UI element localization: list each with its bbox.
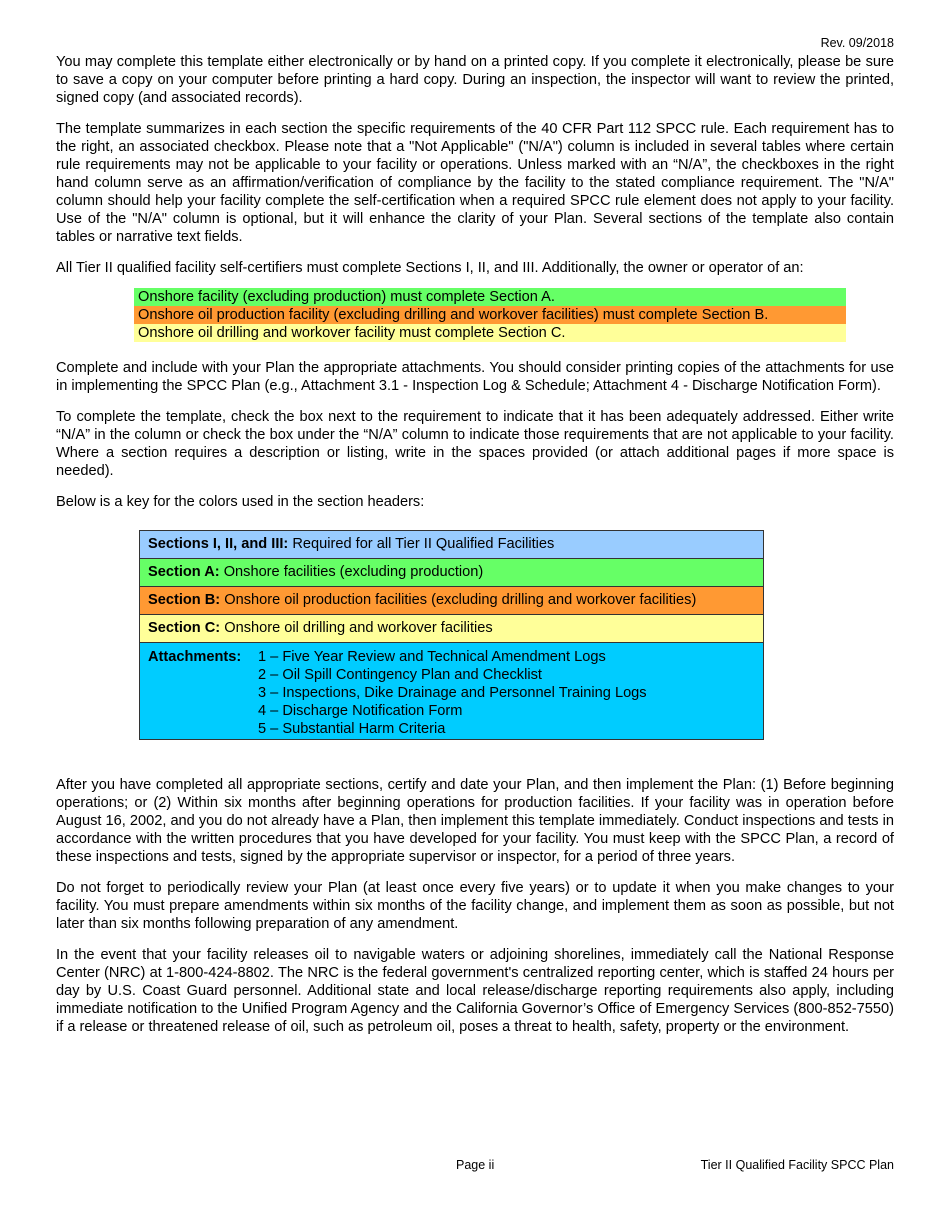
highlight-section-a: Onshore facility (excluding production) must complete Section A. xyxy=(134,288,846,306)
highlight-section-c: Onshore oil drilling and workover facility must complete Section C. xyxy=(134,324,846,342)
key-text: Onshore facilities (excluding production) xyxy=(223,564,484,580)
intro-paragraph-3: All Tier II qualified facility self-certifiers must complete Sections I, II, and III. Additionally, the owner or operator of an: xyxy=(56,260,804,276)
attachment-item: 3 – Inspections, Dike Drainage and Personnel Training Logs xyxy=(258,685,647,701)
key-text: Onshore oil production facilities (excluding drilling and workover facilities) xyxy=(224,592,697,608)
instructions-paragraph: To complete the template, check the box next to the requirement to indicate that it has been adequately addressed. Either write “N/A” in the column or check the box under the “N/A” column to indicate those requirements that are not applicable to your facility. Where a section requires a description or listing, write in the spaces provided (or attach additional pages if more space is needed). xyxy=(56,409,894,479)
key-text: Onshore oil drilling and workover facilities xyxy=(224,620,493,636)
intro-paragraph-1: You may complete this template either electronically or by hand on a printed copy. If you complete it electronically, please be sure to save a copy on your computer before printing a hard copy. During an inspection, the inspector will want to review the printed, signed copy (and associated records). xyxy=(56,54,894,106)
attachment-item: 5 – Substantial Harm Criteria xyxy=(258,721,446,737)
key-row-section-c xyxy=(140,615,763,643)
attachment-item: 4 – Discharge Notification Form xyxy=(258,703,463,719)
attachment-item: 1 – Five Year Review and Technical Amendment Logs xyxy=(258,649,606,665)
key-text: Required for all Tier II Qualified Facilities xyxy=(292,536,555,552)
page-number: Page ii xyxy=(456,1158,495,1172)
attachment-item: 2 – Oil Spill Contingency Plan and Checklist xyxy=(258,667,542,683)
document-body xyxy=(56,53,894,1049)
review-paragraph: Do not forget to periodically review your Plan (at least once every five years) or to update it when you make changes to your facility. You must prepare amendments within six months of the facility change, and implement them as soon as possible, but not later than six months following preparation of any amendment. xyxy=(56,880,894,932)
key-label: Section A: xyxy=(148,564,220,580)
section-requirements-list xyxy=(134,288,846,342)
footer-document-title: Tier II Qualified Facility SPCC Plan xyxy=(700,1158,894,1172)
color-key-table xyxy=(139,530,764,740)
key-row-section-b xyxy=(140,587,763,615)
attachments-paragraph: Complete and include with your Plan the appropriate attachments. You should consider printing copies of the attachments for use in implementing the SPCC Plan (e.g., Attachment 3.1 - Inspection Log & Schedule; Attachment 4 - Discharge Notification Form). xyxy=(56,360,894,394)
color-key-intro: Below is a key for the colors used in the section headers: xyxy=(56,494,425,510)
attachments-label: Attachments: xyxy=(148,649,242,665)
key-row-sections-1-3 xyxy=(140,531,763,559)
key-row-attachments xyxy=(140,643,763,739)
key-label: Section B: xyxy=(148,592,221,608)
highlight-section-b: Onshore oil production facility (excluding drilling and workover facilities) must complete Section B. xyxy=(134,306,846,324)
revision-label: Rev. 09/2018 xyxy=(820,36,894,50)
key-row-section-a xyxy=(140,559,763,587)
intro-paragraph-2: The template summarizes in each section the specific requirements of the 40 CFR Part 112 SPCC rule. Each requirement has to the right, an associated checkbox. Please note that a "Not Applicable" ("N/A") column is included in several tables where certain rule requirements may not be applicable to your facility or operations. Unless marked with an “N/A”, the checkboxes in the right hand column serve as an affirmation/verification of compliance by the facility to the stated compliance requirement. The "N/A" column should help your facility complete the self-certification when a required SPCC rule element does not apply to your facility. Use of the "N/A" column is optional, but it will enhance the clarity of your Plan. Several sections of the template also contain tables or narrative text fields. xyxy=(56,121,894,245)
key-label: Section C: xyxy=(148,620,221,636)
reporting-paragraph: In the event that your facility releases oil to navigable waters or adjoining shorelines, immediately call the National Response Center (NRC) at 1-800-424-8802. The NRC is the federal government's centralized reporting center, which is staffed 24 hours per day by U.S. Coast Guard personnel. Additional state and local release/discharge reporting requirements also apply, including immediate notification to the Unified Program Agency and the California Governor’s Office of Emergency Services (800-852-7550) if a release or threatened release of oil, such as petroleum oil, poses a threat to health, safety, property or the environment. xyxy=(56,947,894,1035)
implementation-paragraph: After you have completed all appropriate sections, certify and date your Plan, and then implement the Plan: (1) Before beginning operations; or (2) Within six months after beginning operations for production facilities. If your facility was in operation before August 16, 2002, and you do not already have a Plan, then implement this template immediately. Conduct inspections and tests in accordance with the written procedures that you have developed for your facility. You must keep with the SPCC Plan, a record of these inspections and tests, signed by the appropriate supervisor or inspector, for a period of three years. xyxy=(56,777,894,865)
key-label: Sections I, II, and III: xyxy=(148,536,289,552)
attachments-list xyxy=(258,648,647,738)
